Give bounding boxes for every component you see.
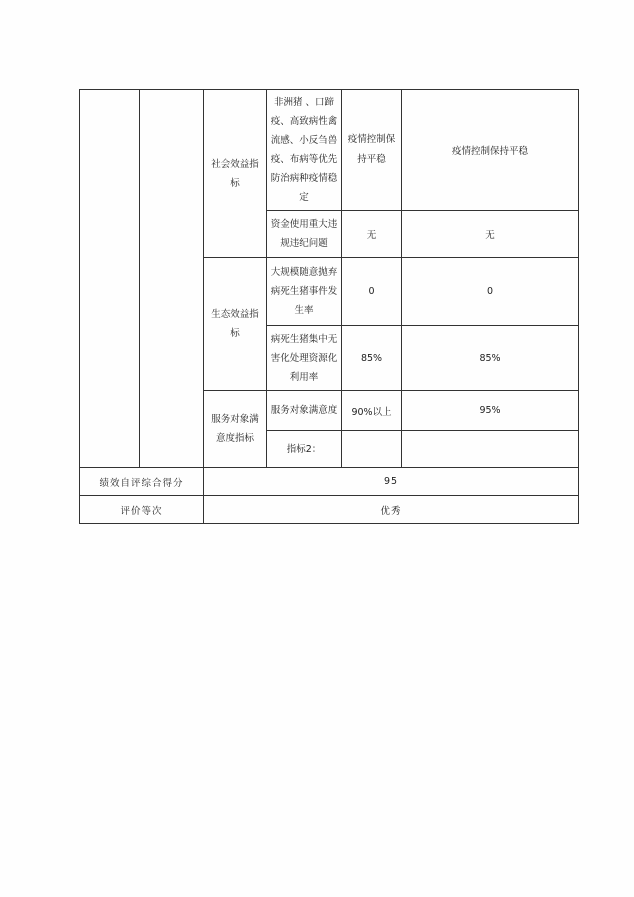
actual-value-cell: 无 [402,211,579,258]
indicator-text: 非洲猪 、口蹄疫、高致病性禽流感、小反刍兽疫、布病等优先防治病种疫情稳定 [270,97,338,203]
indicator-cell [267,90,342,211]
actual-value-cell: 0 [402,258,579,326]
table-row [80,90,579,211]
ecological-benefit-category: 生态效益指标 [204,258,267,391]
social-benefit-category: 社会效益指标 [204,90,267,258]
empty-first-level-cell [80,90,140,468]
actual-value-cell: 95% [402,391,579,431]
score-value: 95 [204,468,579,496]
grade-label: 评价等次 [80,496,204,524]
actual-value-cell [402,431,579,468]
target-value-cell: 90%以上 [342,391,402,431]
indicator-cell: 病死生猪集中无害化处理资源化利用率 [267,326,342,391]
target-value-cell: 疫情控制保持平稳 [342,90,402,211]
target-value-cell [342,431,402,468]
target-value-cell: 无 [342,211,402,258]
actual-value-cell: 疫情控制保持平稳 [402,90,579,211]
satisfaction-category: 服务对象满意度指标 [204,391,267,468]
indicator-cell: 大规模随意抛弃病死生猪事件发生率 [267,258,342,326]
score-label: 绩效自评综合得分 [80,468,204,496]
target-value-cell: 0 [342,258,402,326]
table-row [80,468,579,496]
indicator-cell: 服务对象满意度 [267,391,342,431]
performance-evaluation-table [79,89,579,524]
target-value-cell: 85% [342,326,402,391]
empty-second-level-cell [140,90,204,468]
grade-value: 优秀 [204,496,579,524]
actual-value-cell: 85% [402,326,579,391]
table-row [80,496,579,524]
indicator-cell: 资金使用重大违规违纪问题 [267,211,342,258]
indicator-cell: 指标2： [267,431,342,468]
